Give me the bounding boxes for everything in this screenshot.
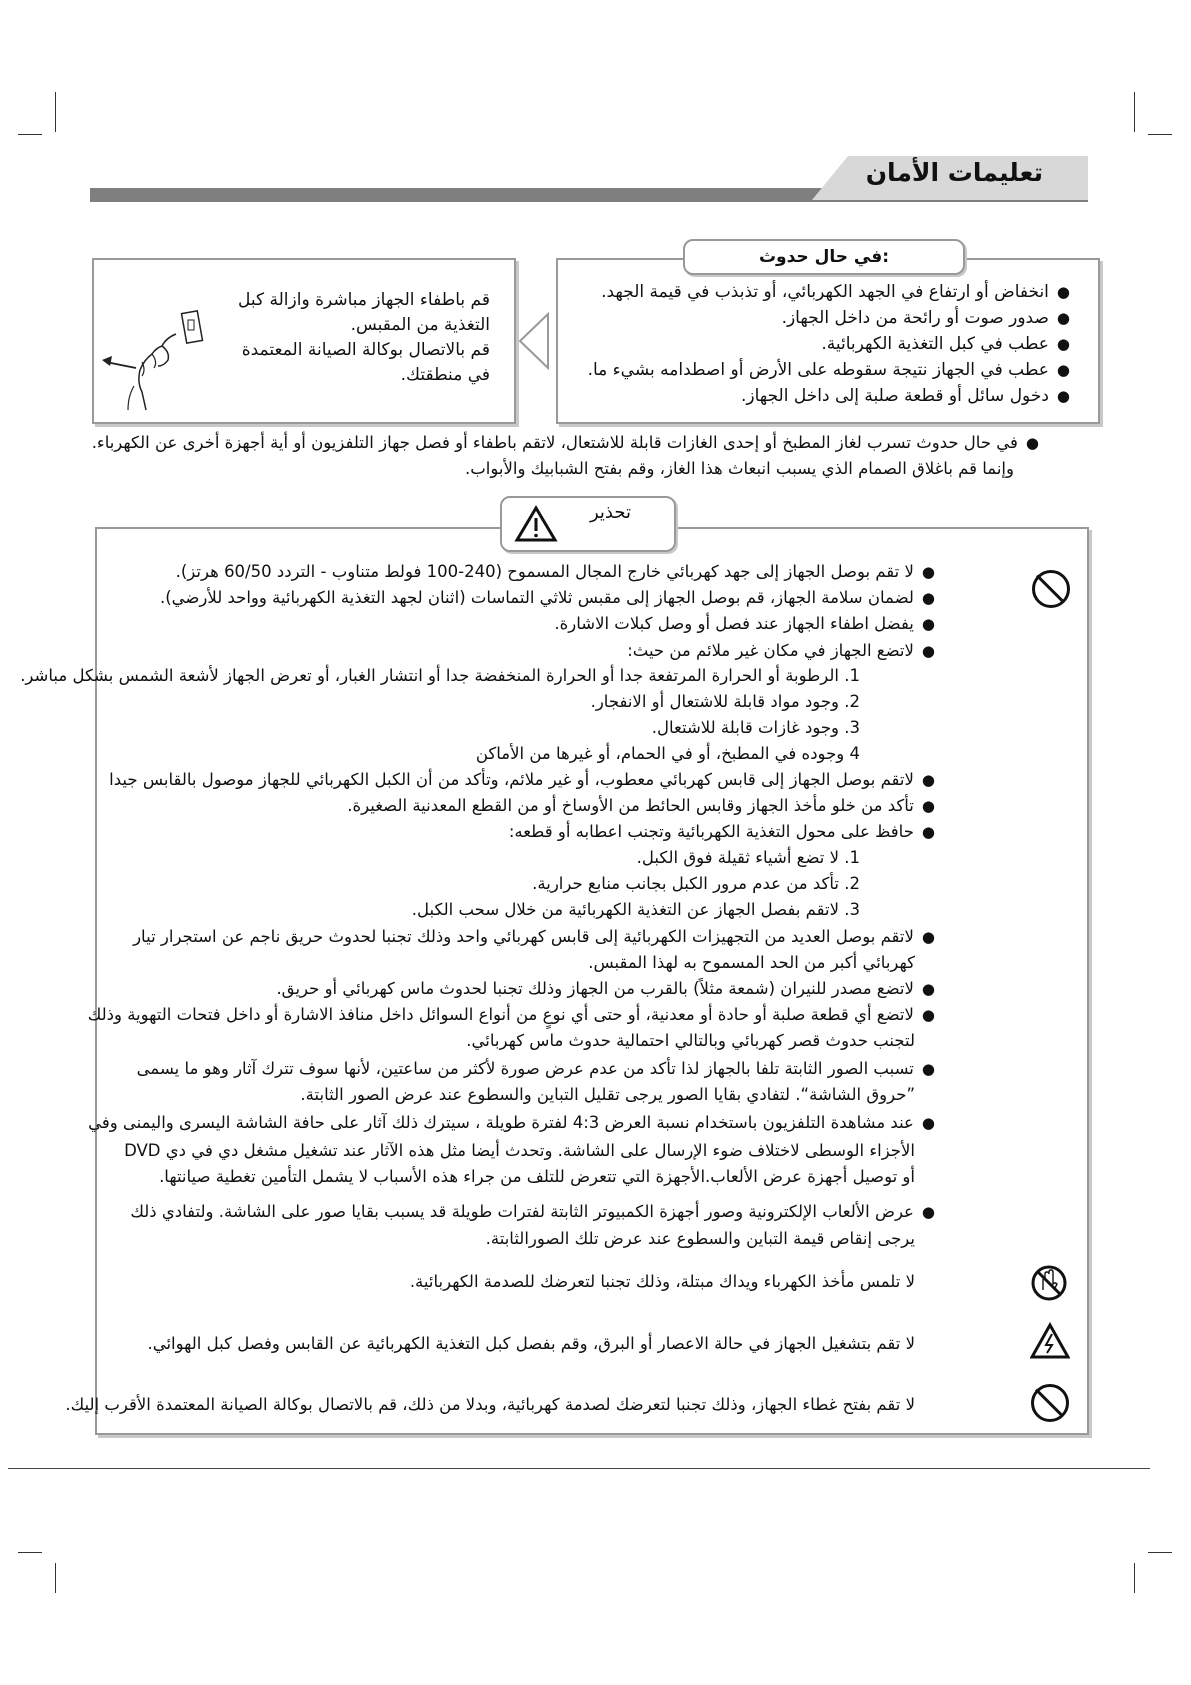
action-line: قم بالاتصال بوكالة الصيانة المعتمدة	[241, 340, 490, 360]
bullet: ●	[921, 928, 935, 946]
crop-mark	[1148, 1552, 1172, 1553]
warning-item	[627, 641, 935, 660]
prohibit-icon	[1032, 570, 1070, 608]
bullet: ●	[921, 980, 935, 998]
warning-text: 1. الرطوبة أو الحرارة المرتفعة جدا أو الحرارة المنخفضة جدا أو انتشار الغبار، أو تعرض الجهاز لأشعة الشمس بشكل مباشر.	[20, 666, 860, 685]
action-line: قم باطفاء الجهاز مباشرة وازالة كبل	[238, 290, 490, 310]
warning-label: تحذير	[589, 502, 631, 523]
warning-subline	[159, 1167, 915, 1186]
crop-mark	[1148, 134, 1172, 135]
prohibit-icon	[1031, 1384, 1069, 1422]
warning-item	[88, 1005, 935, 1024]
list-item: ● انخفاض أو ارتفاع في الجهد الكهربائي، أو تذبذب في قيمة الجهد.	[601, 282, 1070, 302]
warning-subline	[20, 666, 860, 685]
gas-note-line: وإنما قم باغلاق الصمام الذي يسبب انبعاث هذا الغاز، وقم بفتح الشبابيك والأبواب.	[465, 459, 1014, 478]
bullet: ●	[921, 1114, 935, 1132]
page-title: تعليمات الأمان	[865, 158, 1043, 187]
bullet: ●	[1025, 434, 1039, 452]
icon-note: لا تلمس مأخذ الكهرباء ويداك مبتلة، وذلك تجنبا لتعرضك للصدمة الكهربائية.	[409, 1272, 915, 1291]
warning-text: عند مشاهدة التلفزيون باستخدام نسبة العرض 4:3 لفترة طويلة ، سيترك ذلك آثار على حافة الشاشة اليسرى واليمنى وفي	[88, 1113, 914, 1132]
footer-rule	[8, 1468, 1150, 1469]
list-item: ● عطب في كبل التغذية الكهربائية.	[821, 334, 1070, 354]
warning-item	[347, 796, 935, 815]
warning-text: الأجزاء الوسطى لاختلاف ضوء الإرسال على الشاشة. وتحدث أيضا مثل هذه الآثار عند تشغيل مشغل دي في دي DVD	[124, 1141, 915, 1160]
icon-note: لا تقم بفتح غطاء الجهاز، وذلك تجنبا لتعرضك لصدمة كهربائية، وبدلا من ذلك، قم بالاتصال بوكالة الصيانة المعتمدة الأقرب إليك.	[65, 1395, 915, 1414]
bullet: ●	[921, 1203, 935, 1221]
warning-text: يفضل اطفاء الجهاز عند فصل أو وصل كبلات الاشارة.	[554, 614, 914, 633]
warning-subline	[412, 900, 860, 919]
warning-subline	[300, 1085, 915, 1104]
gas-note-text: في حال حدوث تسرب لغاز المطبخ أو إحدى الغازات قابلة للاشتعال، لاتقم باطفاء أو فصل جهاز التلفزيون أو أية أجهزة أخرى عن الكهرباء.	[91, 433, 1018, 452]
lightning-warning-icon	[1030, 1322, 1070, 1360]
bullet: ●	[921, 642, 935, 660]
warning-item	[160, 588, 935, 607]
icon-note: لا تقم بتشغيل الجهاز في حالة الاعصار أو البرق، وقم بفصل كبل التغذية الكهربائية عن القابس وفصل كبل الهوائي.	[147, 1334, 915, 1353]
warning-text: 1. لا تضع أشياء ثقيلة فوق الكبل.	[636, 848, 860, 867]
warning-item	[109, 770, 935, 789]
bullet: ●	[921, 797, 935, 815]
warning-text: لضمان سلامة الجهاز، قم بوصل الجهاز إلى مقبس ثلاثي التماسات (اثنان لجهد التغذية الكهربائية وواحد للأرضي).	[159, 588, 914, 607]
warning-text: كهربائي أكبر من الحد المسموح به لهذا المقبس.	[588, 953, 915, 972]
warning-text: لا تقم بوصل الجهاز إلى جهد كهربائي خارج المجال المسموح (240-100 فولط متناوب - التردد 60/50 هرتز).	[175, 562, 914, 581]
warning-subline	[466, 1031, 915, 1050]
warning-subline	[124, 1141, 915, 1160]
bullet: ●	[921, 1006, 935, 1024]
bullet: ●	[921, 589, 935, 607]
warning-subline	[637, 848, 860, 867]
warning-text: ”حروق الشاشة“. لتفادي بقايا الصور يرجى تقليل التباين والسطوع عند عرض الصور الثابتة.	[300, 1085, 915, 1104]
warning-item	[176, 562, 935, 581]
warning-subline	[532, 874, 860, 893]
bullet: ●	[921, 771, 935, 789]
list-item: ● عطب في الجهاز نتيجة سقوطه على الأرض أو اصطدامه بشيء ما.	[588, 360, 1070, 380]
bullet: ●	[921, 615, 935, 633]
warning-text: 2. تأكد من عدم مرور الكبل بجانب منابع حرارية.	[532, 874, 860, 893]
warning-text: لاتضع مصدر للنيران (شمعة مثلاً) بالقرب من الجهاز وذلك تجنبا لحدوث ماس كهربائي أو حريق.	[276, 979, 914, 998]
warning-subline	[476, 744, 860, 763]
warning-subline	[591, 692, 860, 711]
action-line: في منطقتك.	[400, 365, 490, 385]
warning-text: حافظ على محول التغذية الكهربائية وتجنب اعطابه أو قطعه:	[508, 822, 914, 841]
list-item: ● دخول سائل أو قطعة صلبة إلى داخل الجهاز.	[741, 386, 1070, 406]
warning-item	[554, 614, 935, 633]
warning-text: لاتقم بوصل العديد من التجهيزات الكهربائية إلى قابس كهربائي واحد وذلك تجنبا لحدوث حريق ناجم عن استجرار تيار	[133, 927, 914, 946]
warning-text: تأكد من خلو مأخذ الجهاز وقابس الحائط من الأوساخ أو من القطع المعدنية الصغيرة.	[347, 796, 914, 815]
warning-text: يرجى إنقاص قيمة التباين والسطوع عند عرض تلك الصورالثابتة.	[485, 1229, 915, 1248]
warning-text: 4 وجوده في المطبخ، أو في الحمام، أو غيرها من الأماكن	[475, 744, 860, 763]
warning-list	[20, 0, 1025, 1685]
crop-mark	[18, 134, 42, 135]
warning-subline	[588, 953, 915, 972]
action-line: التغذية من المقبس.	[350, 315, 490, 335]
warning-text: أو توصيل أجهزة عرض الألعاب.الأجهزة التي تتعرض للتلف من جراء هذه الأسباب لا يشمل التأمين تغطية صيانتها.	[159, 1167, 915, 1186]
crop-mark	[55, 92, 56, 132]
warning-text: لاتضع أي قطعة صلبة أو حادة أو معدنية، أو حتى أي نوعٍ من أنواع السوائل داخل منافذ الاشارة أو داخل فتحات التهوية وذلك	[87, 1005, 914, 1024]
crop-mark	[55, 1563, 56, 1593]
wet-hands-prohibit-icon	[1030, 1264, 1068, 1302]
warning-text: 2. وجود مواد قابلة للاشتعال أو الانفجار.	[590, 692, 860, 711]
crop-mark	[1134, 1563, 1135, 1593]
crop-mark	[1134, 92, 1135, 132]
warning-text: لتجنب حدوث قصر كهربائي وبالتالي احتمالية حدوث ماس كهربائي.	[466, 1031, 915, 1050]
warning-item	[130, 1202, 935, 1221]
bullet: ●	[921, 823, 935, 841]
warning-text: لاتقم بوصل الجهاز إلى قابس كهربائي معطوب، أو غير ملائم، وتأكد من أن الكبل الكهربائي للجهاز موصول بالقابس جيدا	[109, 770, 914, 789]
warning-item	[133, 927, 935, 946]
incident-box-title: في حال حدوث:	[683, 239, 965, 275]
warning-item	[509, 822, 935, 841]
crop-mark	[18, 1552, 42, 1553]
warning-subline	[652, 718, 860, 737]
warning-subline	[486, 1229, 915, 1248]
warning-text: عرض الألعاب الإلكترونية وصور أجهزة الكمبيوتر الثابتة لفترات طويلة قد يسبب بقايا صور على الشاشة. ولتفادي ذلك	[130, 1202, 914, 1221]
warning-item	[137, 1059, 935, 1078]
bullet: ●	[921, 563, 935, 581]
bullet: ●	[921, 1060, 935, 1078]
warning-text: 3. وجود غازات قابلة للاشتعال.	[651, 718, 860, 737]
warning-item	[276, 979, 935, 998]
warning-text: 3. لاتقم بفصل الجهاز عن التغذية الكهربائية من خلال سحب الكبل.	[411, 900, 860, 919]
warning-text: تسبب الصور الثابتة تلفا بالجهاز لذا تأكد من عدم عرض صورة لأكثر من ساعتين، لأنها سوف تترك آثار وهو ما يسمى	[136, 1059, 914, 1078]
list-item: ● صدور صوت أو رائحة من داخل الجهاز.	[782, 308, 1070, 328]
warning-item	[88, 1113, 935, 1132]
warning-text: لاتضع الجهاز في مكان غير ملائم من حيث:	[627, 641, 914, 660]
